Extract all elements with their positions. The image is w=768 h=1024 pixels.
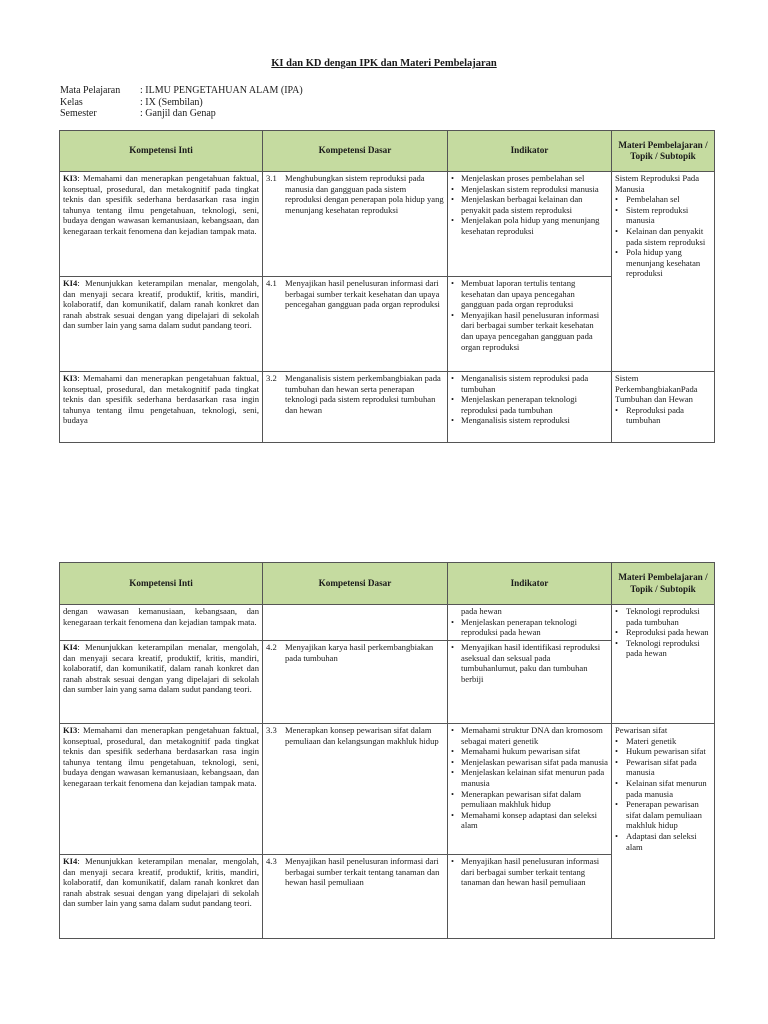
ki-code: KI3 <box>63 373 78 383</box>
kd-number: 3.3 <box>266 725 277 735</box>
kd-text: Menghubungkan sistem reproduksi pada manusia dan gangguan pada sistem reproduksi dengan penerapan pola hidup yang menunjang kesehatan reproduksi <box>285 173 444 215</box>
indikator-cell <box>448 641 612 724</box>
meta-label: Mata Pelajaran <box>60 85 121 96</box>
ki-code: KI4 <box>63 856 78 866</box>
list-item: • Reproduksi pada tumbuhan <box>615 405 711 426</box>
ki-text: : Menunjukkan keterampilan menalar, mengolah, dan menyaji secara kreatif, produktif, kritis, mandiri, kolaboratif, dan komunikatif, dalam ranah konkret dan ranah abstrak sesuai dengan yang dipelajari di sekolah dan sumber lain yang sama dalam sudut pandang teori. <box>63 278 259 331</box>
ki-cell <box>60 724 263 855</box>
table-row <box>60 172 715 277</box>
materi-cell <box>612 724 715 939</box>
ki-code: KI3 <box>63 173 78 183</box>
indikator-cell <box>448 277 612 372</box>
meta-label: Semester <box>60 108 97 119</box>
list-item: • Reproduksi pada hewan <box>615 627 711 638</box>
materi-title: Pewarisan sifat <box>615 725 668 735</box>
list-item: • Menjelaskan pewarisan sifat pada manusia <box>451 757 608 768</box>
kd-text: Menyajikan hasil penelusuran informasi dari berbagai sumber terkait tentang tanaman dan hewan hasil pemuliaan <box>285 856 440 888</box>
list-item: • Kelainan dan penyakit pada sistem reproduksi <box>615 226 711 247</box>
list-item: • Menganalisis sistem reproduksi pada tumbuhan <box>451 373 608 394</box>
indikator-cell <box>448 172 612 277</box>
list-item: • Menerapkan pewarisan sifat dalam pemuliaan makhluk hidup <box>451 789 608 810</box>
ki-text: : Memahami dan menerapkan pengetahuan faktual, konseptual, prosedural, dan metakognitif pada tingkat teknis dan spesifik sederhana berdasarkan rasa ingin tahunya tentang ilmu pengetahuan, teknologi, seni, budaya <box>63 373 259 426</box>
subject-info <box>60 85 303 120</box>
ki-text: dengan wawasan kemanusiaan, kebangsaan, dan kenegaraan terkait fenomena dan kejadian tampak mata. <box>63 606 259 627</box>
materi-cell <box>612 372 715 443</box>
ki-code: KI4 <box>63 278 78 288</box>
kd-number: 4.1 <box>266 278 277 288</box>
kd-cell <box>263 277 448 372</box>
materi-cell <box>612 172 715 372</box>
indikator-cell <box>448 855 612 939</box>
competency-table-2 <box>59 562 715 939</box>
kd-cell <box>263 855 448 939</box>
list-item: • Adaptasi dan seleksi alam <box>615 831 711 852</box>
list-item: • Penerapan pewarisan sifat dalam pemuliaan makhluk hidup <box>615 799 711 831</box>
list-item: • Membuat laporan tertulis tentang kesehatan dan upaya pencegahan gangguan pada organ reproduksi <box>451 278 608 310</box>
ki-cell <box>60 605 263 641</box>
ki-cell <box>60 641 263 724</box>
list-item: • Sistem reproduksi manusia <box>615 205 711 226</box>
kd-number: 4.3 <box>266 856 277 866</box>
header-kompetensi-dasar: Kompetensi Dasar <box>263 131 448 172</box>
ki-cell <box>60 855 263 939</box>
indikator-cell <box>448 372 612 443</box>
header-kompetensi-dasar: Kompetensi Dasar <box>263 563 448 605</box>
header-materi: Materi Pembelajaran / Topik / Subtopik <box>612 563 715 605</box>
list-item: • Materi genetik <box>615 736 711 747</box>
list-item: • Menjelaskan berbagai kelainan dan penyakit pada sistem reproduksi <box>451 194 608 215</box>
indikator-cell <box>448 724 612 855</box>
meta-row-subject <box>60 85 303 97</box>
document-title: KI dan KD dengan IPK dan Materi Pembelajaran <box>271 58 497 69</box>
kd-cell <box>263 641 448 724</box>
ki-text: : Memahami dan menerapkan pengetahuan faktual, konseptual, prosedural, dan metakognitif pada tingkat teknis dan spesifik sederhana berdasarkan rasa ingin tahunya tentang ilmu pengetahuan, teknologi, seni, budaya dengan wawasan kemanusiaan, kebangsaan, dan kenegaraan terkait fenomena dan kejadian tampak mata. <box>63 173 259 236</box>
list-item: • Pewarisan sifat pada manusia <box>615 757 711 778</box>
kd-text: Menganalisis sistem perkembangbiakan pada tumbuhan dan hewan serta penerapan teknologi pada sistem reproduksi tumbuhan dan hewan <box>285 373 441 415</box>
list-item: • Menyajikan hasil identifikasi reproduksi aseksual dan seksual pada tumbuhanlumut, paku dan tumbuhan berbiji <box>451 642 608 684</box>
ki-cell <box>60 172 263 277</box>
list-item: • Menjelaskan sistem reproduksi manusia <box>451 184 608 195</box>
list-item: • Pembelahan sel <box>615 194 711 205</box>
list-item: • Hukum pewarisan sifat <box>615 746 711 757</box>
header-indikator: Indikator <box>448 131 612 172</box>
indikator-cell <box>448 605 612 641</box>
materi-title: Sistem Reproduksi Pada Manusia <box>615 173 700 194</box>
header-kompetensi-inti: Kompetensi Inti <box>60 563 263 605</box>
list-item: • Menjelaskan kelainan sifat menurun pada manusia <box>451 767 608 788</box>
materi-title: Sistem PerkembangbiakanPada Tumbuhan dan Hewan <box>615 373 698 405</box>
kd-number: 4.2 <box>266 642 277 652</box>
kd-text: Menyajikan karya hasil perkembangbiakan pada tumbuhan <box>285 642 434 663</box>
ki-code: KI3 <box>63 725 78 735</box>
list-item: • Memahami hukum pewarisan sifat <box>451 746 608 757</box>
list-item: • Menjelaskan penerapan teknologi reproduksi pada hewan <box>451 617 608 638</box>
materi-cell <box>612 605 715 724</box>
kd-cell <box>263 605 448 641</box>
meta-value: : ILMU PENGETAHUAN ALAM (IPA) <box>140 85 303 96</box>
meta-row-semester <box>60 108 303 120</box>
list-item: • Teknologi reproduksi pada tumbuhan <box>615 606 711 627</box>
header-kompetensi-inti: Kompetensi Inti <box>60 131 263 172</box>
kd-number: 3.1 <box>266 173 277 183</box>
kd-cell <box>263 724 448 855</box>
meta-value: : Ganjil dan Genap <box>140 108 216 119</box>
ki-cell <box>60 372 263 443</box>
meta-row-class <box>60 97 303 109</box>
list-item: • Menyajikan hasil penelusuran informasi dari berbagai sumber terkait kesehatan dan upaya pencegahan gangguan pada organ reproduksi <box>451 310 608 352</box>
ki-code: KI4 <box>63 642 78 652</box>
indikator-continued: pada hewan <box>461 606 502 616</box>
kd-cell <box>263 372 448 443</box>
list-item: • Menjelaskan proses pembelahan sel <box>451 173 608 184</box>
meta-label: Kelas <box>60 96 83 108</box>
list-item: • Teknologi reproduksi pada hewan <box>615 638 711 659</box>
list-item: • Memahami konsep adaptasi dan seleksi alam <box>451 810 608 831</box>
kd-number: 3.2 <box>266 373 277 383</box>
list-item: • Menjelaskan penerapan teknologi reproduksi pada tumbuhan <box>451 394 608 415</box>
header-materi: Materi Pembelajaran / Topik / Subtopik <box>612 131 715 172</box>
kd-cell <box>263 172 448 277</box>
header-indikator: Indikator <box>448 563 612 605</box>
kd-text: Menerapkan konsep pewarisan sifat dalam pemuliaan dan kelangsungan makhluk hidup <box>285 725 439 746</box>
table-row <box>60 372 715 443</box>
ki-text: : Menunjukkan keterampilan menalar, mengolah, dan menyaji secara kreatif, produktif, kritis, mandiri, kolaboratif, dan komunikatif, dalam ranah konkret dan ranah abstrak sesuai dengan yang dipelajari di sekolah dan sumber lain yang sama dalam sudut pandang teori. <box>63 642 259 695</box>
list-item: • Menyajikan hasil penelusuran informasi dari berbagai sumber terkait tentang tanaman dan hewan hasil pemuliaan <box>451 856 608 888</box>
kd-text: Menyajikan hasil penelusuran informasi dari berbagai sumber terkait kesehatan dan upaya pencegahan gangguan pada organ reproduksi <box>285 278 440 310</box>
table-row <box>60 605 715 641</box>
list-item: • Pola hidup yang menunjang kesehatan reproduksi <box>615 247 711 279</box>
list-item: • Menganalisis sistem reproduksi <box>451 415 608 426</box>
ki-text: : Memahami dan menerapkan pengetahuan faktual, konseptual, prosedural, dan metakognitif pada tingkat teknis dan spesifik sederhana berdasarkan rasa ingin tahunya tentang ilmu pengetahuan, teknologi, seni, budaya dengan wawasan kemanusiaan, kebangsaan, dan kenegaraan terkait fenomena dan kejadian tampak mata. <box>63 725 259 788</box>
list-item: • Memahami struktur DNA dan kromosom sebagai materi genetik <box>451 725 608 746</box>
ki-text: : Menunjukkan keterampilan menalar, mengolah, dan menyaji secara kreatif, produktif, kritis, mandiri, kolaboratif, dan komunikatif, dalam ranah konkret dan ranah abstrak sesuai dengan yang dipelajari di sekolah dan sumber lain yang sama dalam sudut pandang teori. <box>63 856 259 909</box>
list-item: • Kelainan sifat menurun pada manusia <box>615 778 711 799</box>
ki-cell <box>60 277 263 372</box>
meta-value: : IX (Sembilan) <box>140 96 203 108</box>
table-row <box>60 724 715 855</box>
competency-table-1 <box>59 130 715 443</box>
list-item: • Menjelakan pola hidup yang menunjang kesehatan reproduksi <box>451 215 608 236</box>
